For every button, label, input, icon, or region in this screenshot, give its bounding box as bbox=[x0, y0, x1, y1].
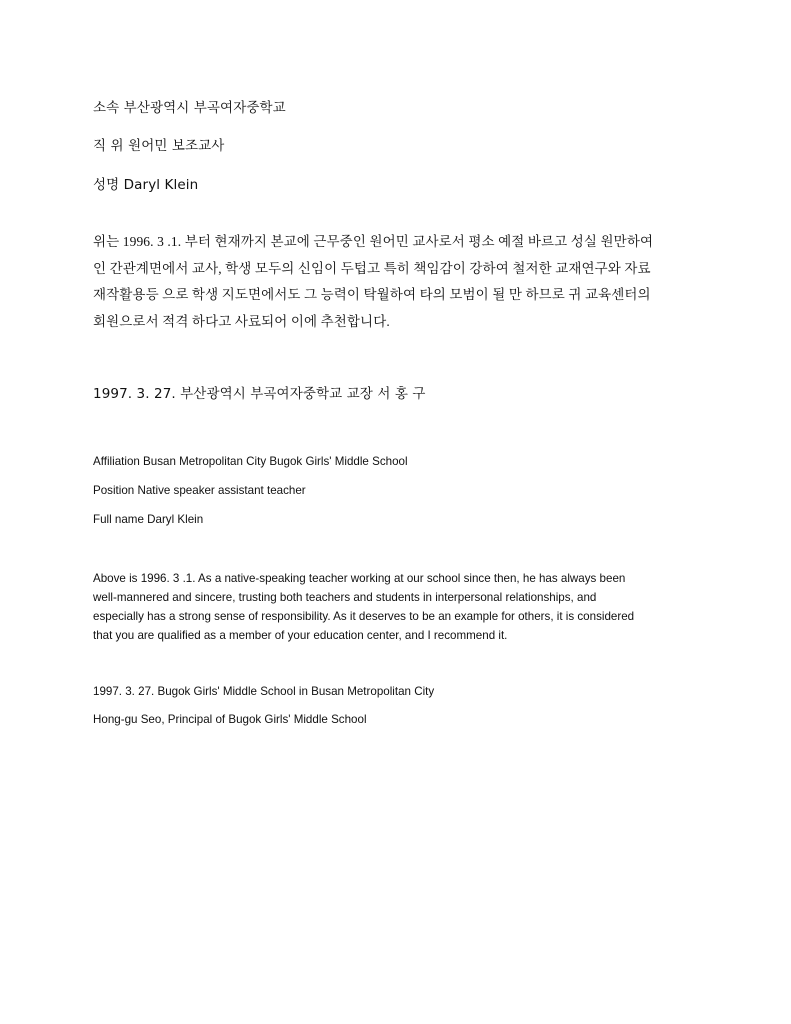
english-signature: Hong-gu Seo, Principal of Bugok Girls' Middle School bbox=[93, 713, 367, 726]
korean-name: 성명 Daryl Klein bbox=[93, 177, 199, 193]
korean-body-line: 인 간관계면에서 교사, 학생 모두의 신임이 두텁고 특히 책임감이 강하여 철저한 교재연구와 자료 bbox=[93, 260, 651, 276]
korean-signature: 1997. 3. 27. 부산광역시 부곡여자중학교 교장 서 홍 구 bbox=[93, 386, 426, 402]
korean-affiliation: 소속 부산광역시 부곡여자중학교 bbox=[93, 100, 286, 116]
english-body-line: well-mannered and sincere, trusting both teachers and students in interpersonal relationships, and bbox=[93, 591, 597, 604]
korean-body-line: 재작활용등 으로 학생 지도면에서도 그 능력이 탁월하여 타의 모범이 될 만 하므로 귀 교육센터의 bbox=[93, 287, 651, 302]
korean-position: 직 위 원어민 보조교사 bbox=[93, 138, 225, 154]
english-body-line: especially has a strong sense of responsibility. As it deserves to be an example for others, it is considered bbox=[93, 610, 635, 623]
korean-body-line: 회원으로서 적격 하다고 사료되어 이에 추천합니다. bbox=[93, 313, 390, 329]
english-position: Position Native speaker assistant teacher bbox=[93, 484, 306, 497]
korean-body-paragraph bbox=[93, 229, 713, 335]
english-body-line: that you are qualified as a member of your education center, and I recommend it. bbox=[93, 629, 508, 642]
english-affiliation: Affiliation Busan Metropolitan City Bugok Girls' Middle School bbox=[93, 455, 408, 468]
english-date-line: 1997. 3. 27. Bugok Girls' Middle School in Busan Metropolitan City bbox=[93, 685, 435, 698]
english-body-line: Above is 1996. 3 .1. As a native-speaking teacher working at our school since then, he has always been bbox=[93, 572, 626, 585]
english-body-paragraph bbox=[93, 569, 713, 645]
korean-body-line: 위는 1996. 3 .1. 부터 현재까지 본교에 근무중인 원어민 교사로서 평소 예절 바르고 성실 원만하여 bbox=[93, 234, 654, 249]
english-name: Full name Daryl Klein bbox=[93, 513, 204, 526]
